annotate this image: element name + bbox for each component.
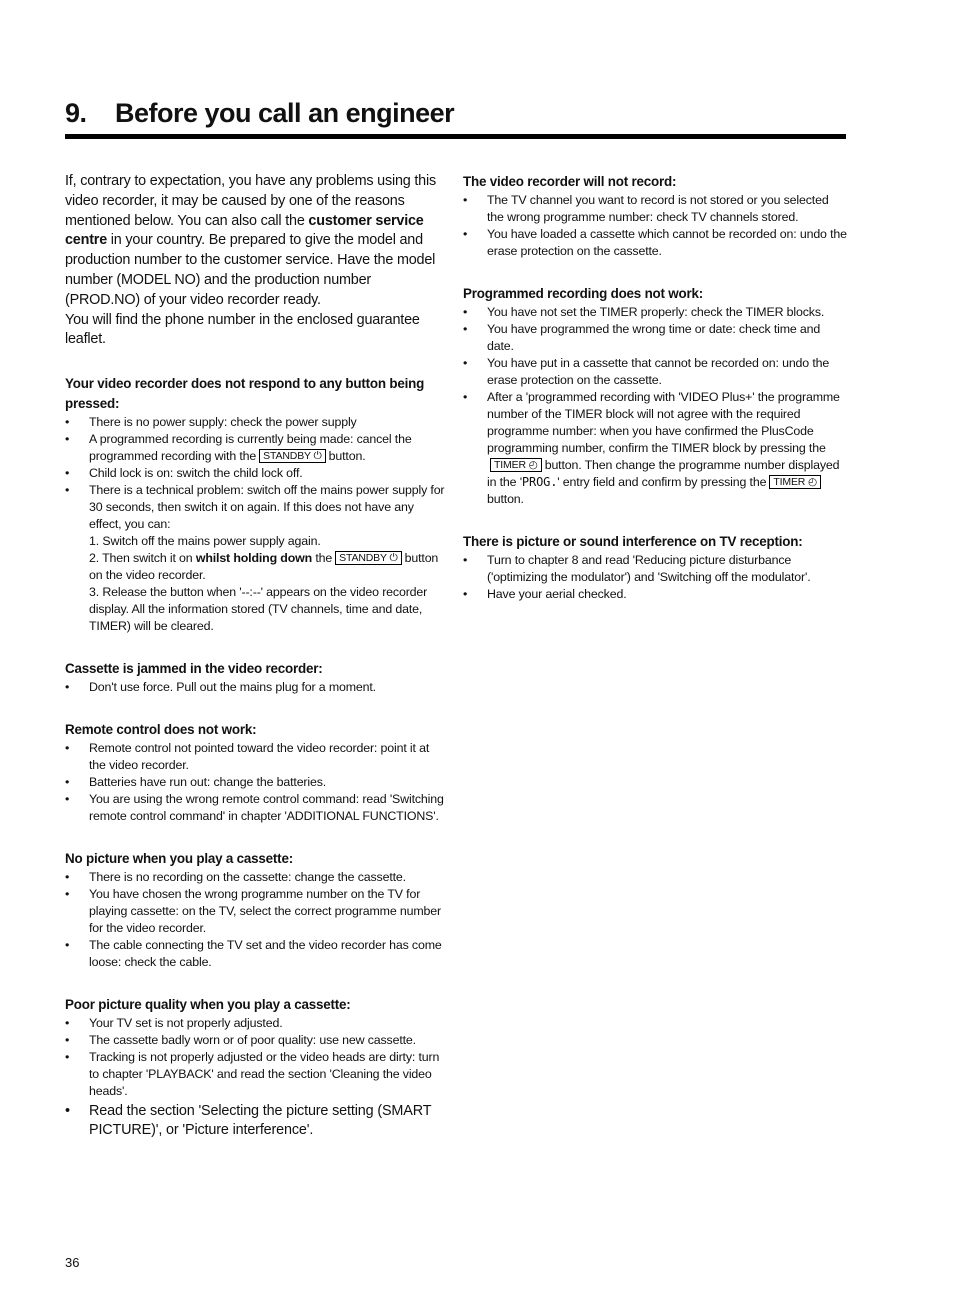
sub-step: 2. Then switch it on whilst holding down the STANDBY ⏻ button on the video recorder. — [89, 551, 439, 583]
page-number: 36 — [65, 1255, 80, 1270]
intro-text-1: If, contrary to expectation, you have any problems using this video recorder, it may be caused by one of the reasons mentioned below. You can also call the — [65, 173, 436, 229]
list-item: • The TV channel you want to record is not stored or you selected the wrong programme number: check TV channels stored. — [463, 193, 829, 224]
section-title: Your video recorder does not respond to any button being pressed: — [65, 376, 425, 412]
list-item: • You have put in a cassette that cannot be recorded on: undo the erase protection on the cassette. — [463, 356, 830, 387]
list-item: • Don't use force. Pull out the mains plug for a moment. — [65, 680, 376, 695]
list-item: • Your TV set is not properly adjusted. — [65, 1016, 283, 1031]
section-will-not-record — [463, 172, 847, 260]
section-no-picture — [65, 849, 449, 971]
section-title: The video recorder will not record: — [463, 174, 677, 189]
list-item: • You have loaded a cassette which cannot be recorded on: undo the erase protection on the cassette. — [463, 227, 847, 258]
intro-text-2: in your country. Be prepared to give the model and production number to the customer service. Have the model number (MODEL NO) and the production number (PROD.NO) of your video recorder ready. — [65, 232, 436, 308]
section-interference — [463, 532, 847, 603]
list-item: • After a 'programmed recording with 'VIDEO Plus+' the programme number of the TIMER block will not agree with the required programme number: when you have confirmed the PlusCode programming number, confirm the TIMER block by pressing theTIMER ◴ button. Then change the programme number displayed in the 'PROG.' entry field and confirm by pressing the TIMER ◴button. — [463, 390, 840, 506]
left-column — [65, 172, 449, 1163]
list-item: • The cassette badly worn or of poor quality: use new cassette. — [65, 1033, 416, 1048]
intro-text-3: You will find the phone number in the enclosed guarantee leaflet. — [65, 311, 420, 348]
list-item: • A programmed recording is currently being made: cancel the programmed recording with the STANDBY ⏻ button. — [65, 432, 412, 464]
section-title: Remote control does not work: — [65, 722, 257, 738]
section-title: There is picture or sound interference on TV reception: — [463, 534, 803, 549]
list-item: • Child lock is on: switch the child lock off. — [65, 466, 303, 481]
sub-step: 3. Release the button when '--:--' appears on the video recorder display. All the information stored (TV channels, time and date, TIMER) will be cleared. — [89, 585, 428, 634]
timer-button-label: TIMER ◴ — [769, 475, 821, 489]
list-item: • There is no recording on the cassette: change the cassette. — [65, 870, 406, 885]
section-cassette-jammed — [65, 659, 449, 696]
intro-bold: customer service centre — [65, 212, 424, 249]
section-no-response — [65, 374, 449, 635]
section-title: Programmed recording does not work: — [463, 286, 704, 301]
standby-button-label: STANDBY ⏻ — [335, 551, 402, 565]
timer-button-label: TIMER ◴ — [490, 458, 542, 472]
section-title: Poor picture quality when you play a cassette: — [65, 997, 351, 1013]
list-item: • Batteries have run out: change the batteries. — [65, 775, 327, 790]
list-item: • There is a technical problem: switch off the mains power supply for 30 seconds, then switch it on again. If this does not have any effect, you can: 1. Switch off the mains power supply again. 2. Then switch it on whilst holding down the STANDBY ⏻ button on the video recorder. 3. Release the button when '--:--' appears on the video recorder display. All the information stored (TV channels, time and date, TIMER) will be cleared. — [65, 482, 449, 635]
standby-button-label: STANDBY ⏻ — [259, 449, 326, 463]
sub-step: 1. Switch off the mains power supply again. — [89, 534, 321, 549]
section-title: No picture when you play a cassette: — [65, 851, 293, 867]
section-remote-control — [65, 720, 449, 825]
section-poor-picture — [65, 995, 449, 1139]
list-item: • You have programmed the wrong time or date: check time and date. — [463, 322, 821, 353]
list-item: • Have your aerial checked. — [463, 587, 627, 601]
list-item: • You have not set the TIMER properly: check the TIMER blocks. — [463, 305, 825, 319]
list-item: • Turn to chapter 8 and read 'Reducing picture disturbance ('optimizing the modulator') and 'Switching off the modulator'. — [463, 553, 811, 584]
list-item: • Read the section 'Selecting the picture setting (SMART PICTURE)', or 'Picture interference'. — [65, 1103, 432, 1138]
lcd-display-text: PROG. — [521, 475, 558, 489]
chapter-title: Before you call an engineer — [115, 98, 455, 128]
list-item: • You are using the wrong remote control command: read 'Switching remote control command' in chapter 'ADDITIONAL FUNCTIONS'. — [65, 792, 444, 824]
list-item: • You have chosen the wrong programme number on the TV for playing cassette: on the TV, select the correct programme number for the video recorder. — [65, 887, 441, 936]
section-programmed-recording — [463, 284, 847, 508]
right-column — [463, 172, 847, 627]
list-item: • Tracking is not properly adjusted or the video heads are dirty: turn to chapter 'PLAYBACK' and read the section 'Cleaning the video heads'. — [65, 1050, 440, 1099]
intro-paragraph — [65, 172, 449, 350]
list-item: • Remote control not pointed toward the video recorder: point it at the video recorder. — [65, 741, 430, 773]
chapter-heading — [65, 98, 846, 139]
list-item: • There is no power supply: check the power supply — [65, 415, 357, 430]
list-item: • The cable connecting the TV set and the video recorder has come loose: check the cable. — [65, 938, 442, 970]
chapter-number: 9. — [65, 98, 87, 128]
section-title: Cassette is jammed in the video recorder: — [65, 661, 323, 677]
